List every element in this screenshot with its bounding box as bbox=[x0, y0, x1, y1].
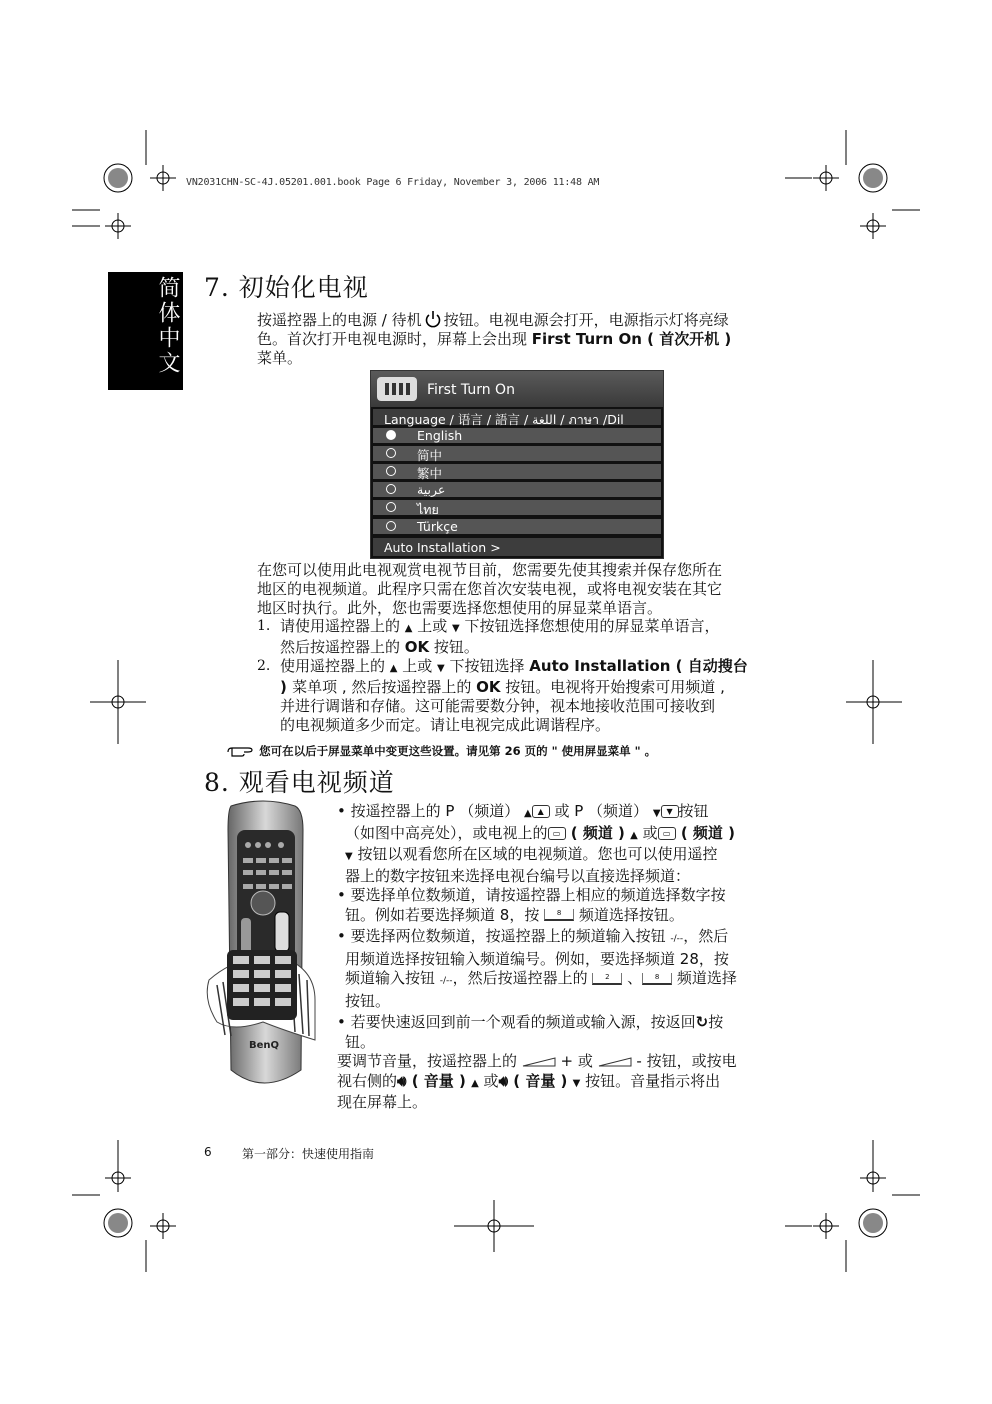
tv-channel-button-icon: ▭ bbox=[658, 827, 676, 840]
radio-icon bbox=[386, 484, 396, 494]
down-arrow-icon: ▼ bbox=[452, 623, 460, 634]
up-arrow-icon: ▲ bbox=[389, 663, 398, 674]
radio-selected-icon bbox=[386, 430, 396, 440]
page-number: 6 bbox=[204, 1145, 212, 1159]
channel-up-button-icon: ▲ bbox=[532, 805, 550, 818]
bullet-1: • 按遥控器上的 P （频道） ▲ ▲ 或 P （频道） ▼ ▼ 按钮 （如图中高亮处），或电视上的 ▭ ( 频道 ) ▲ 或 ▭ ( 频道 ) ▼ 按钮以观看您所在区域的电视频道。您也可以使用遥控 器上的数字按钮来选择电视台编号以直接选择频道： bbox=[337, 802, 735, 885]
section-7-title: 7. 初始化电视 bbox=[204, 273, 369, 302]
registration-mark-bottom-right bbox=[785, 1140, 920, 1272]
digit-key-icon: 8 bbox=[642, 973, 672, 985]
menu-language-label-row: Language / 语言 / 語言 / اللغة / ภาษา /Dil bbox=[373, 409, 661, 425]
registration-mark-top-left bbox=[72, 130, 176, 239]
volume-paragraph: 要调节音量，按遥控器上的 + 或 - 按钮，或按电 视右侧的🔊︎ ( 音量 ) ▲ 或🔊︎ ( 音量 ) ▼ 按钮。音量指示将出 现在屏幕上。 bbox=[337, 1052, 737, 1111]
bullet-2: • 要选择单位数频道，请按遥控器上相应的频道选择数字按 钮。例如若要选择频道 8，按 8 频道选择按钮。 bbox=[337, 886, 726, 924]
section-8-bullets bbox=[337, 802, 777, 1113]
menu-option-traditional-chinese[interactable]: 繁中 bbox=[373, 464, 661, 479]
radio-icon bbox=[386, 466, 396, 476]
bullet-3: • 要选择两位数频道，按遥控器上的频道输入按钮 -/--，然后 用频道选择按钮输入频道编号。例如，要选择频道 28，按 频道输入按钮 -/--，然后按遥控器上的 2 、 8 频道选择 按钮。 bbox=[337, 927, 737, 1010]
speaker-icon: 🔊︎ bbox=[498, 1071, 509, 1090]
radio-icon bbox=[386, 502, 396, 512]
down-arrow-icon: ▼ bbox=[652, 808, 661, 819]
registration-mark-mid-left bbox=[90, 660, 146, 744]
radio-icon bbox=[386, 521, 396, 531]
registration-mark-mid-right bbox=[846, 660, 902, 744]
footer-section-title: 第一部分：快速使用指南 bbox=[242, 1147, 375, 1161]
channel-down-button-icon: ▼ bbox=[661, 805, 679, 818]
side-tab-label: 简体中文 bbox=[155, 276, 180, 376]
menu-option-thai[interactable]: ไทย bbox=[373, 500, 661, 515]
up-arrow-icon: ▲ bbox=[630, 829, 638, 841]
speaker-icon: 🔊︎ bbox=[397, 1071, 407, 1090]
language-side-tab bbox=[108, 272, 183, 390]
step-1: 1. 请使用遥控器上的 ▲ 上或 ▼ 下按钮选择您想使用的屏显菜单语言， 然后按遥控器上的 OK 按钮。 bbox=[257, 617, 720, 656]
power-icon bbox=[424, 310, 442, 328]
file-info-header: VN2031CHN-SC-4J.05201.001.book Page 6 Friday, November 3, 2006 11:48 AM bbox=[186, 177, 600, 188]
menu-auto-installation[interactable]: Auto Installation > bbox=[373, 538, 661, 556]
menu-option-arabic[interactable]: عربية bbox=[373, 482, 661, 497]
note-text: 您可在以后于屏显菜单中变更这些设置。请见第 26 页的 " 使用屏显菜单 " 。 bbox=[259, 744, 657, 758]
return-icon: ↻ bbox=[695, 1013, 709, 1031]
first-turn-on-menu bbox=[370, 370, 664, 559]
digit-key-icon: 8 bbox=[544, 909, 574, 921]
registration-mark-bottom-left bbox=[72, 1140, 176, 1272]
menu-title: First Turn On bbox=[427, 382, 515, 398]
note-hand-icon bbox=[226, 743, 254, 757]
menu-logo-icon bbox=[377, 377, 417, 401]
up-arrow-icon: ▲ bbox=[523, 808, 532, 819]
menu-title-bar bbox=[371, 371, 663, 407]
down-arrow-icon: ▼ bbox=[437, 663, 445, 674]
registration-mark-top-right bbox=[785, 130, 920, 239]
section-8-title: 8. 观看电视频道 bbox=[204, 768, 395, 797]
registration-mark-bottom-center bbox=[454, 1200, 534, 1252]
volume-up-key-icon bbox=[522, 1057, 556, 1067]
section-7-intro: 按遥控器上的电源 / 待机 按钮。电视电源会打开，电源指示灯将亮绿 色。首次打开电视电源时，屏幕上会出现 First Turn On ( 首次开机 ) 菜单。 bbox=[257, 311, 732, 367]
down-arrow-icon: ▼ bbox=[572, 1077, 581, 1089]
up-arrow-icon: ▲ bbox=[471, 1077, 479, 1089]
remote-control-illustration bbox=[203, 800, 321, 1092]
volume-down-key-icon bbox=[598, 1057, 632, 1067]
step-2: 2. 使用遥控器上的 ▲ 上或 ▼ 下按钮选择 Auto Installation ( 自动搜台 ) 菜单项 , 然后按遥控器上的 OK 按钮。电视将开始搜索可用频道 , 并进行调谐和存储。这可能需要数分钟，视本地接收范围可接收到 的电视频道多少而定。请让电视完成此调谐程序。 bbox=[257, 657, 748, 734]
menu-option-english[interactable]: English bbox=[373, 428, 661, 443]
bullet-4: • 若要快速返回到前一个观看的频道或输入源，按返回↻按 钮。 bbox=[337, 1013, 724, 1051]
tv-channel-button-icon: ▭ bbox=[548, 827, 566, 840]
down-arrow-icon: ▼ bbox=[345, 851, 353, 862]
section-7-body: 在您可以使用此电视观赏电视节目前，您需要先使其搜索并保存您所在 地区的电视频道。此程序只需在您首次安装电视，或将电视安装在其它 地区时执行。此外，您也需要选择您想使用的屏显菜单语言。 bbox=[257, 561, 723, 617]
remote-brand-logo: BenQ bbox=[249, 1040, 280, 1051]
menu-option-simplified-chinese[interactable]: 简中 bbox=[373, 446, 661, 461]
up-arrow-icon: ▲ bbox=[404, 623, 413, 634]
note-line bbox=[226, 740, 656, 759]
menu-option-turkish[interactable]: Türkçe bbox=[373, 519, 661, 534]
digit-key-icon: 2 bbox=[592, 973, 622, 985]
radio-icon bbox=[386, 448, 396, 458]
